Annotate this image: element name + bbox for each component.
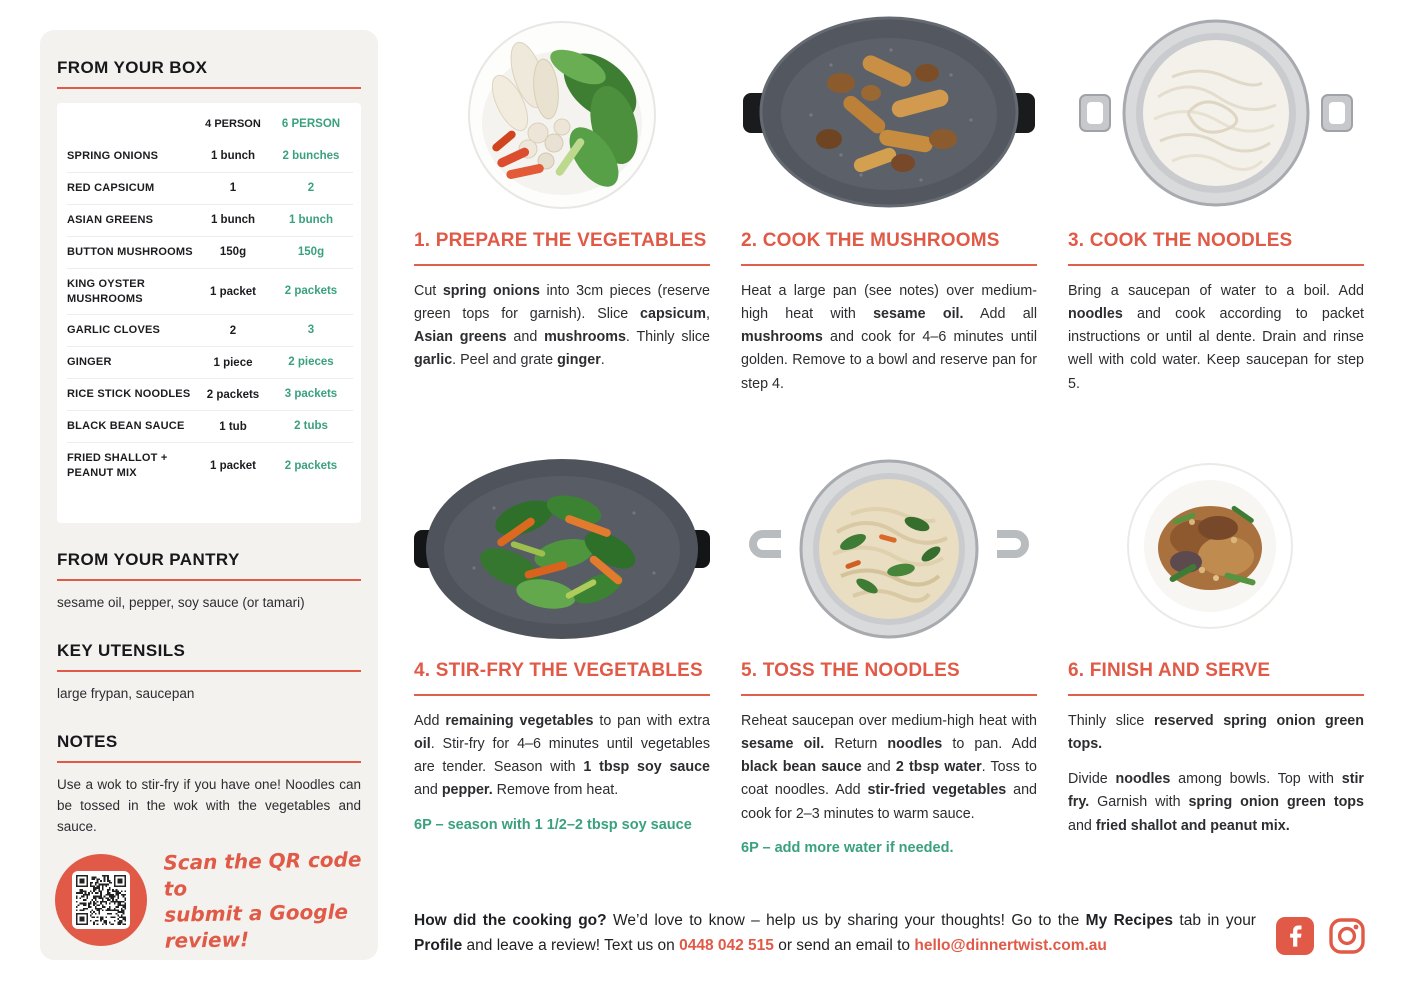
qty-4-person: 1 packet [209, 459, 257, 472]
text-segment: and cook according to packet instructions or until al dente. Drain and rinse well with cold water. Keep saucepan for step 5. [1068, 306, 1364, 392]
key-utensils-title: KEY UTENSILS [57, 640, 186, 660]
text-segment: into 3cm pieces (reserve green tops for garnish). Slice [414, 283, 710, 323]
text-segment: stir-fried vegetables [867, 782, 1007, 799]
footer-link[interactable]: hello@dinnertwist.com.au [914, 937, 1107, 955]
text-segment: Bring a saucepan of water to a boil. Add [1068, 283, 1364, 299]
step-4 [414, 458, 710, 833]
table-row [67, 141, 353, 172]
ingredient-name: FRIED SHALLOT + PEANUT MIX [67, 452, 168, 479]
text-segment: 2 tbsp water [895, 759, 982, 776]
qty-6-person: 3 packets [284, 388, 338, 401]
from-your-pantry-title: FROM YOUR PANTRY [57, 549, 240, 569]
text-segment: or send an email to [773, 937, 915, 955]
text-segment: noodles [1115, 771, 1171, 788]
text-segment: spring onions [442, 283, 540, 299]
text-segment: . [600, 352, 605, 369]
sidebar [40, 30, 378, 960]
step-4-photo [414, 458, 710, 640]
plated-noodle-stir-fry [1068, 458, 1364, 640]
ingredient-name: RICE STICK NOODLES [67, 388, 191, 401]
text-segment: tab in your [1173, 912, 1256, 929]
text-segment: Thinly slice [1068, 713, 1154, 729]
text-segment: . Thinly slice [625, 329, 710, 346]
wok-with-stir-fried-vegetables [414, 458, 710, 640]
text-segment: mushrooms [544, 329, 626, 346]
qty-6-person: 1 bunch [288, 213, 334, 226]
text-segment: oil [414, 736, 431, 753]
text-segment: spring onion green tops [1188, 794, 1364, 811]
text-segment: How did the cooking go? [414, 912, 607, 929]
text-segment: and cook for 2–3 minutes to warm sauce. [741, 782, 1038, 822]
footer-feedback-text [414, 908, 1256, 958]
table-header-row [67, 107, 353, 141]
footer-link[interactable]: 0448 042 515 [679, 937, 774, 955]
text-segment: sesame oil. [741, 736, 825, 753]
step-1-body [414, 280, 710, 373]
ingredient-name: GINGER [67, 356, 112, 369]
step-4-title: 4. STIR-FRY THE VEGETABLES [414, 660, 710, 696]
qty-4-person: 1 tub [219, 420, 247, 433]
qty-4-person: 2 packets [206, 388, 260, 401]
text-segment: Add all [963, 306, 1037, 323]
ingredient-name: BUTTON MUSHROOMS [67, 245, 193, 258]
step-5-photo [741, 458, 1037, 640]
qty-4-person: 1 piece [213, 356, 253, 369]
qty-4-person: 150g [219, 246, 247, 259]
text-segment: Profile [414, 937, 463, 955]
step-1-photo [414, 15, 710, 210]
pan-with-golden-mushrooms [741, 15, 1037, 210]
divider [57, 87, 361, 89]
text-segment: Return [824, 736, 888, 753]
table-row [67, 204, 353, 236]
step-2-body [741, 280, 1037, 396]
text-segment: My Recipes [1085, 912, 1174, 929]
text-segment: . Stir-fry for 4–6 minutes until vegetables are tender. Season with [414, 736, 710, 776]
step-2-title: 2. COOK THE MUSHROOMS [741, 230, 1037, 266]
qty-4-person: 1 bunch [210, 150, 256, 163]
ingredient-name: ASIAN GREENS [67, 213, 154, 226]
qty-6-person: 2 packets [284, 459, 338, 472]
qty-6-person: 2 packets [284, 285, 338, 298]
table-row [67, 314, 353, 346]
qty-4-person: 1 [229, 182, 237, 195]
step-5-title: 5. TOSS THE NOODLES [741, 660, 1037, 696]
bowl-of-prepared-vegetables [462, 15, 662, 210]
qr-code [76, 875, 126, 925]
table-row [67, 378, 353, 410]
col-header-4-person: 4 PERSON [205, 118, 261, 131]
qty-6-person: 2 bunches [282, 149, 340, 162]
divider [57, 670, 361, 672]
pot-of-rice-noodles [1068, 15, 1364, 210]
ingredients-table [57, 103, 361, 523]
step-5-body [741, 710, 1037, 826]
text-segment: pepper. [441, 782, 493, 799]
qty-4-person: 2 [229, 324, 237, 337]
google-review-block [55, 848, 363, 952]
text-segment: Garnish with [1089, 794, 1189, 811]
text-segment: We’d love to know – help us by sharing your thoughts! Go to the [606, 912, 1086, 929]
text-segment: and cook for 4–6 minutes until golden. Remove to a bowl and reserve pan for step 4. [741, 329, 1037, 392]
table-row [67, 268, 353, 315]
step-6 [1068, 458, 1364, 838]
notes-title: NOTES [57, 731, 118, 751]
text-segment: capsicum [640, 306, 707, 323]
step-3-photo [1068, 15, 1364, 210]
utensils-text: large frypan, saucepan [57, 685, 195, 701]
qty-6-person: 2 pieces [288, 356, 334, 369]
ingredient-name: KING OYSTER MUSHROOMS [67, 277, 145, 305]
pot-with-tossed-noodles [741, 458, 1037, 640]
step-2-photo [741, 15, 1037, 210]
text-segment: and [414, 782, 442, 799]
text-segment: garlic [414, 352, 453, 369]
qty-4-person: 1 packet [209, 285, 257, 298]
table-row [67, 442, 353, 489]
step-6-title: 6. FINISH AND SERVE [1068, 660, 1364, 696]
table-body [67, 141, 353, 489]
qty-6-person: 150g [297, 245, 325, 258]
text-segment: and leave a review! Text us on [462, 937, 680, 955]
table-row [67, 410, 353, 442]
text-segment: Reheat saucepan over medium-high heat with [741, 713, 1037, 729]
step-1-title: 1. PREPARE THE VEGETABLES [414, 230, 710, 266]
col-header-6-person: 6 PERSON [281, 118, 341, 130]
qr-code-icon [55, 854, 147, 946]
text-segment: noodles [1068, 306, 1123, 323]
social-icons [1276, 917, 1366, 955]
step-4-6p-note: 6P – season with 1 1/2–2 tbsp soy sauce [414, 816, 692, 833]
pantry-text: sesame oil, pepper, soy sauce (or tamari) [57, 594, 305, 610]
text-segment: reserved spring onion green tops. [1068, 713, 1364, 753]
text-segment: to pan. Add [942, 736, 1038, 753]
qty-6-person: 2 [307, 181, 315, 194]
qty-4-person: 1 bunch [210, 214, 256, 227]
text-segment: , [706, 306, 710, 323]
text-segment: Asian greens [414, 329, 507, 346]
divider [57, 579, 361, 581]
text-segment: and [506, 329, 545, 346]
step-1 [414, 15, 710, 373]
step-6-photo [1068, 458, 1364, 640]
step-4-body [414, 710, 710, 803]
ingredient-name: GARLIC CLOVES [67, 324, 161, 337]
text-segment: black bean sauce [741, 759, 862, 776]
text-segment: Remove from heat. [492, 782, 619, 799]
text-segment: 1 tbsp soy sauce [583, 759, 710, 776]
divider [57, 761, 361, 763]
text-segment: to pan with extra [593, 713, 710, 729]
text-segment: Add [414, 713, 446, 729]
step-3-title: 3. COOK THE NOODLES [1068, 230, 1364, 266]
text-segment: mushrooms [741, 329, 823, 346]
text-segment: Divide [1068, 771, 1116, 788]
text-segment: Heat a large pan (see notes) over medium-high heat with [741, 283, 1037, 323]
text-segment: stir fry. [1068, 771, 1364, 811]
table-row [67, 346, 353, 378]
facebook-icon[interactable] [1276, 917, 1314, 955]
text-segment: . Peel and grate [452, 352, 558, 369]
text-segment: noodles [887, 736, 943, 753]
text-segment: fried shallot and peanut mix. [1095, 817, 1290, 834]
text-segment: remaining vegetables [445, 713, 594, 729]
ingredient-name: RED CAPSICUM [67, 181, 155, 194]
qty-6-person: 2 tubs [294, 420, 328, 433]
step-5-6p-note: 6P – add more water if needed. [741, 839, 954, 856]
text-segment: and [1068, 817, 1096, 834]
review-cta-text: Scan the QR code to submit a Google review! [163, 847, 362, 953]
step-3-body [1068, 280, 1364, 396]
ingredient-name: SPRING ONIONS [67, 149, 159, 162]
text-segment: and [861, 759, 896, 776]
text-segment: Cut [414, 283, 443, 299]
qty-6-person: 3 [307, 324, 315, 337]
instagram-icon[interactable] [1328, 917, 1366, 955]
text-segment: sesame oil. [873, 306, 964, 323]
step-5 [741, 458, 1037, 856]
table-row [67, 236, 353, 268]
ingredient-name: BLACK BEAN SAUCE [67, 420, 185, 433]
step-2 [741, 15, 1037, 396]
table-row [67, 172, 353, 204]
text-segment: . Toss to coat noodles. Add [741, 759, 1037, 799]
notes-text: Use a wok to stir-fry if you have one! Noodles can be tossed in the wok with the vegetables and sauce. [57, 776, 361, 834]
text-segment: ginger [557, 352, 601, 369]
from-your-box-title: FROM YOUR BOX [57, 58, 208, 77]
step-3 [1068, 15, 1364, 396]
text-segment: among bowls. Top with [1170, 771, 1342, 788]
step-6-body [1068, 710, 1364, 838]
